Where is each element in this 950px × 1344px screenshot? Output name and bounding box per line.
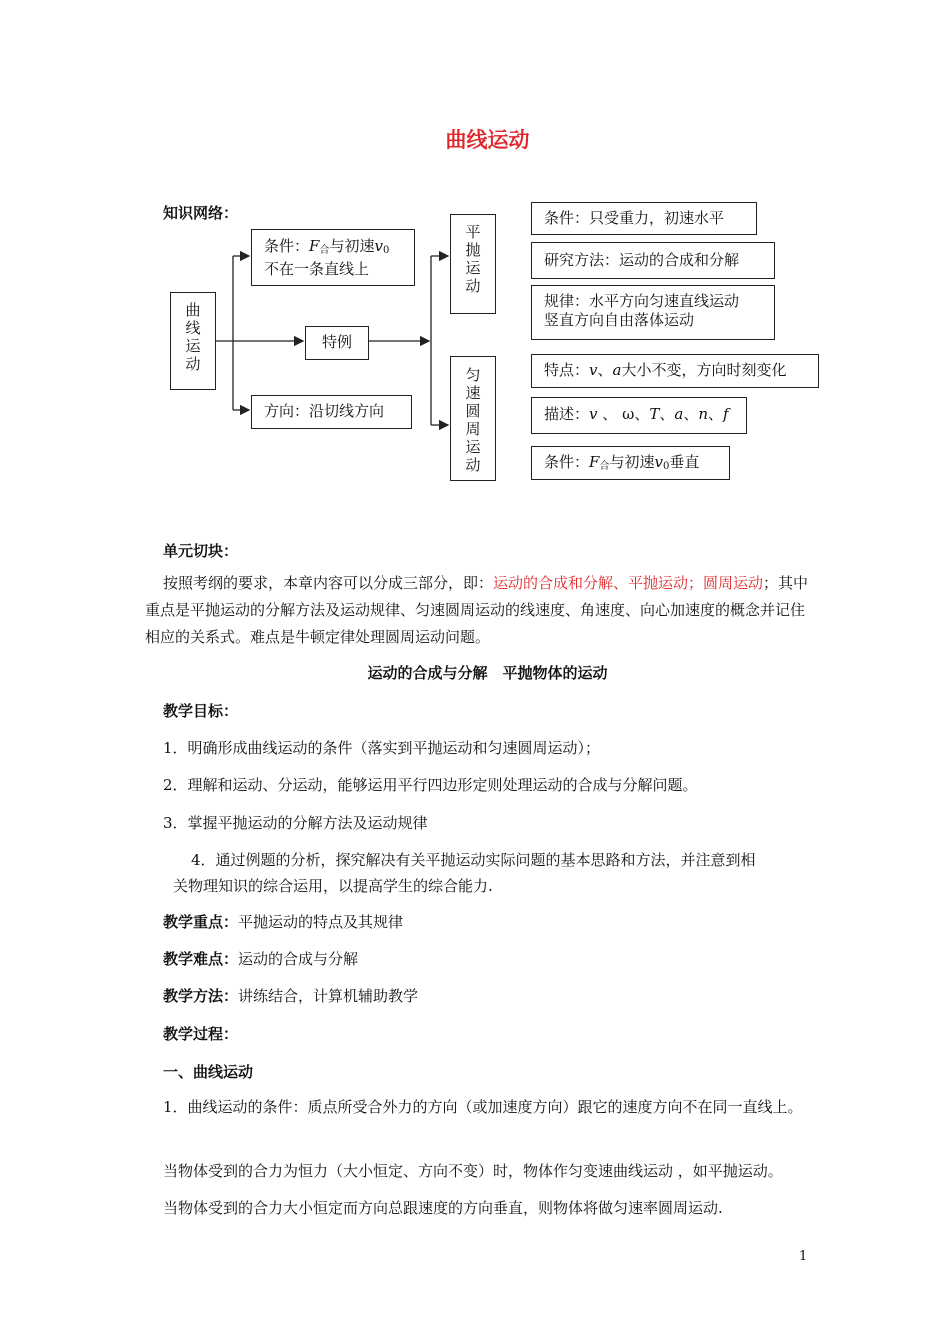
circular-motion-box xyxy=(450,356,496,481)
circular-char: 动 xyxy=(465,456,481,474)
projectile-char: 动 xyxy=(465,277,481,295)
perpendicular-force-paragraph: 当物体受到的合力大小恒定而方向总跟速度的方向垂直，则物体将做匀速率圆周运动. xyxy=(163,1199,723,1217)
heading-one: 一、曲线运动 xyxy=(163,1063,254,1081)
condition-box xyxy=(251,229,415,286)
projectile-char: 运 xyxy=(465,259,481,277)
key-point: 教学重点：平抛运动的特点及其规律 xyxy=(163,913,404,931)
unit-label: 单元切块： xyxy=(163,542,239,560)
page-number: 1 xyxy=(799,1249,808,1264)
projectile-char: 平 xyxy=(465,223,481,241)
projectile-condition-box: 条件：只受重力，初速水平 xyxy=(531,202,757,235)
root-box-curvilinear-motion xyxy=(170,292,216,390)
projectile-method-box: 研究方法：运动的合成和分解 xyxy=(531,242,775,279)
direction-box: 方向：沿切线方向 xyxy=(251,395,412,429)
goal-item: 3．掌握平抛运动的分解方法及运动规律 xyxy=(163,814,428,832)
root-char: 曲 xyxy=(185,301,201,319)
projectile-char: 抛 xyxy=(465,241,481,259)
circular-condition-box: 条件：$F_合$与初速$v_0$垂直 xyxy=(531,446,730,480)
circular-char: 运 xyxy=(465,438,481,456)
law-line-1: 规律：水平方向匀速直线运动 xyxy=(544,292,740,310)
condition-line-2: 不在一条直线上 xyxy=(264,260,370,278)
circular-feature-box: 特点：v、a大小不变，方向时刻变化 xyxy=(531,354,819,388)
condition-line-1: 条件：$F_合$与初速$v_0$ xyxy=(264,237,390,256)
unit-paragraph: 按照考纲的要求，本章内容可以分成三部分，即：运动的合成和分解、平抛运动；圆周运动；其中重点是平抛运动的分解方法及运动规律、匀速圆周运动的线速度、角速度、向心加速度的概念并记住相应的关系式。难点是牛顿定律处理圆周运动问题。 xyxy=(145,574,809,646)
constant-force-paragraph: 当物体受到的合力为恒力（大小恒定、方向不变）时，物体作匀变速曲线运动 ，如平抛运动。 xyxy=(163,1162,783,1180)
page-title: 曲线运动 xyxy=(445,128,530,152)
circular-char: 匀 xyxy=(465,366,481,384)
root-char: 动 xyxy=(185,355,201,373)
goal-item: 4．通过例题的分析，探究解决有关平抛运动实际问题的基本思路和方法，并注意到相 xyxy=(191,851,756,869)
circular-describe-box: 描述：v 、 ω、T、a、n、f xyxy=(531,397,747,434)
root-char: 运 xyxy=(185,337,201,355)
circular-char: 速 xyxy=(465,384,481,402)
difficulty: 教学难点：运动的合成与分解 xyxy=(163,950,359,968)
root-char: 线 xyxy=(185,319,201,337)
network-label: 知识网络： xyxy=(163,204,239,222)
circular-char: 周 xyxy=(465,420,481,438)
goal-item: 关物理知识的综合运用，以提高学生的综合能力. xyxy=(173,877,493,895)
section-title: 运动的合成与分解 平抛物体的运动 xyxy=(367,664,608,682)
teaching-method: 教学方法：讲练结合，计算机辅助教学 xyxy=(163,987,419,1005)
projectile-motion-box xyxy=(450,214,496,314)
process-label: 教学过程： xyxy=(163,1025,239,1043)
curve-condition-paragraph: 1．曲线运动的条件：质点所受合外力的方向（或加速度方向）跟它的速度方向不在同一直线上。 xyxy=(163,1098,803,1116)
goal-item: 1．明确形成曲线运动的条件（落实到平抛运动和匀速圆周运动）； xyxy=(163,739,601,757)
goal-item: 2．理解和运动、分运动，能够运用平行四边形定则处理运动的合成与分解问题。 xyxy=(163,776,698,794)
goals-label: 教学目标： xyxy=(163,702,239,720)
special-case-box: 特例 xyxy=(305,326,369,360)
circular-char: 圆 xyxy=(465,402,481,420)
law-line-2: 竖直方向自由落体运动 xyxy=(544,311,695,329)
projectile-law-box xyxy=(531,285,775,340)
